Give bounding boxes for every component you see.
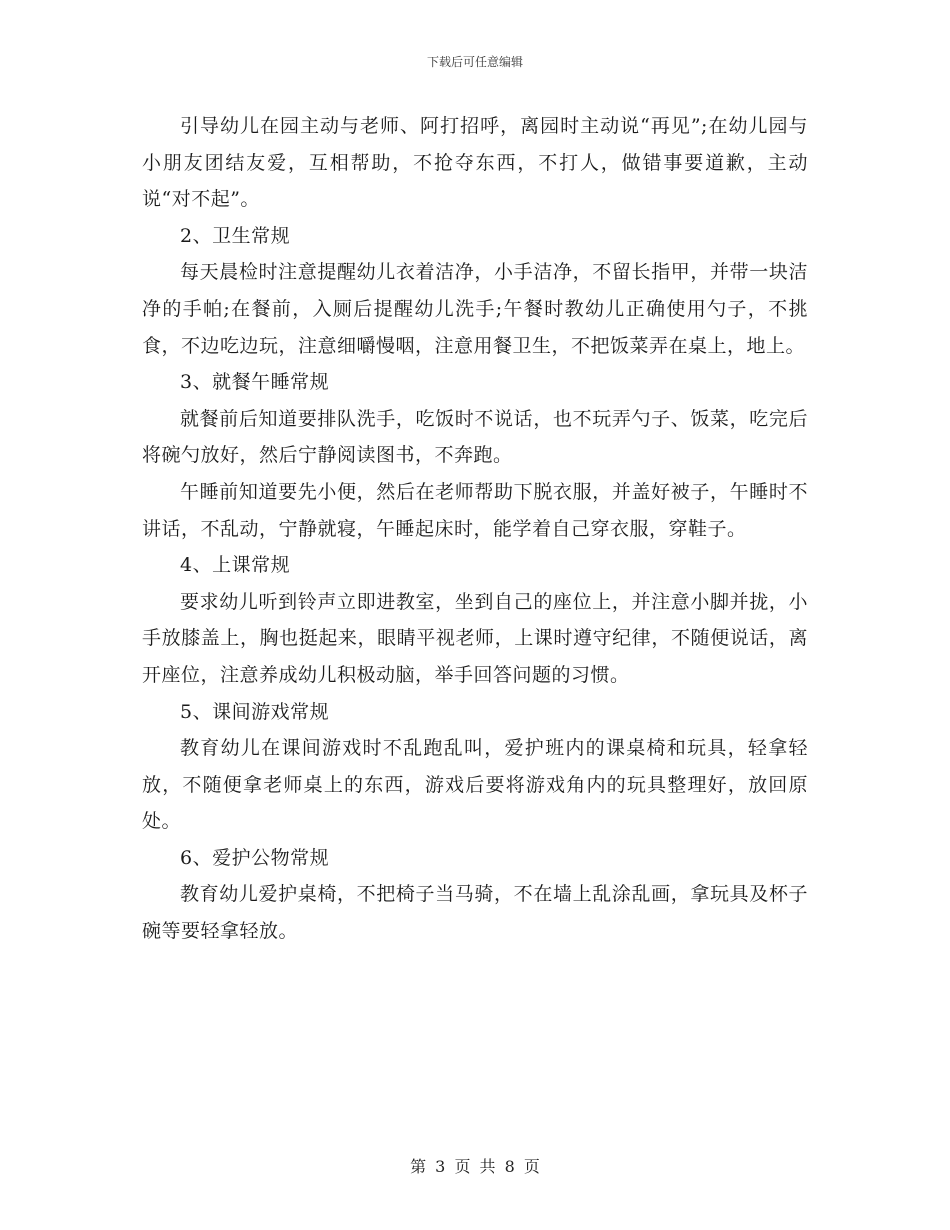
paragraph-meal: 就餐前后知道要排队洗手，吃饭时不说话，也不玩弄勺子、饭菜，吃完后将碗勺放好，然后宁静阅读图书，不奔跑。 xyxy=(142,407,808,467)
paragraph-recess: 教育幼儿在课间游戏时不乱跑乱叫，爱护班内的课桌椅和玩具，轻拿轻放，不随便拿老师桌上的东西，游戏后要将游戏角内的玩具整理好，放回原处。 xyxy=(142,737,808,833)
section-heading-class: 4、上课常规 xyxy=(180,554,291,577)
page-number-footer: 第 3 页 共 8 页 xyxy=(410,1157,540,1176)
paragraph-property: 教育幼儿爱护桌椅，不把椅子当马骑，不在墙上乱涂乱画，拿玩具及杯子碗等要轻拿轻放。 xyxy=(142,883,808,943)
document-body xyxy=(142,108,808,950)
paragraph-nap: 午睡前知道要先小便，然后在老师帮助下脱衣服，并盖好被子，午睡时不讲话，不乱动，宁静就寝，午睡起床时，能学着自己穿衣服，穿鞋子。 xyxy=(142,480,808,540)
section-heading-hygiene: 2、卫生常规 xyxy=(180,224,291,247)
paragraph-hygiene: 每天晨检时注意提醒幼儿衣着洁净，小手洁净，不留长指甲，并带一块洁净的手帕;在餐前，入厕后提醒幼儿洗手;午餐时教幼儿正确使用勺子，不挑食，不边吃边玩，注意细嚼慢咽，注意用餐卫生，不把饭菜弄在桌上，地上。 xyxy=(142,261,808,357)
paragraph-class: 要求幼儿听到铃声立即进教室，坐到自己的座位上，并注意小脚并拢，小手放膝盖上，胸也挺起来，眼睛平视老师，上课时遵守纪律，不随便说话，离开座位，注意养成幼儿积极动脑，举手回答问题的习惯。 xyxy=(142,590,808,686)
section-heading-recess: 5、课间游戏常规 xyxy=(180,700,330,723)
page-header: 下载后可任意编辑 xyxy=(426,55,523,69)
section-heading-property: 6、爱护公物常规 xyxy=(180,846,330,869)
section-heading-meal-nap: 3、就餐午睡常规 xyxy=(180,371,330,394)
paragraph-etiquette: 引导幼儿在园主动与老师、阿打招呼，离园时主动说“再见”;在幼儿园与小朋友团结友爱，互相帮助，不抢夺东西，不打人，做错事要道歉，主动说“对不起”。 xyxy=(142,115,808,211)
